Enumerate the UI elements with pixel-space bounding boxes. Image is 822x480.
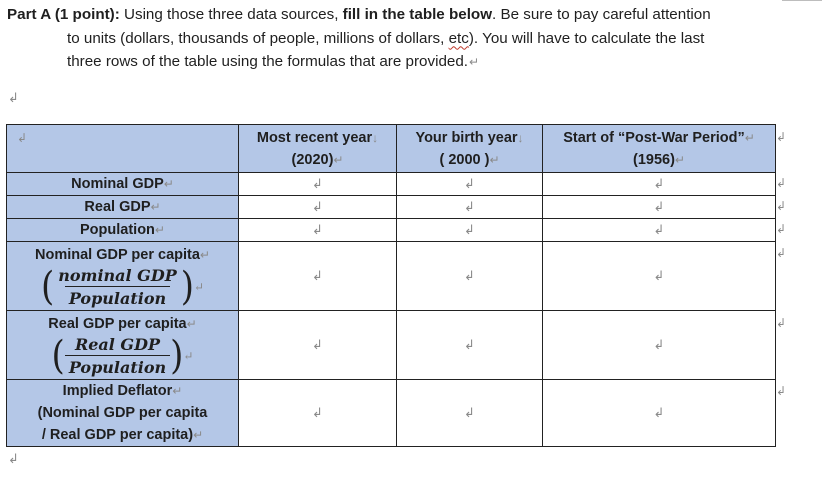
row-end-mark-icon: ↲ [776, 246, 787, 260]
value-cell[interactable] [239, 196, 397, 219]
row-end-mark-icon: ↲ [776, 176, 787, 190]
table-row [7, 219, 776, 242]
row-label-cell[interactable] [7, 380, 239, 447]
instruction-line3: three rows of the table using the formulas that are provided. [67, 53, 469, 70]
cell-end-mark-icon: ↵ [674, 152, 685, 167]
header-line: Start of “Post-War Period” [563, 129, 745, 146]
instruction-bold: fill in the table below [342, 6, 493, 23]
cell-end-mark-icon: ↲ [312, 337, 323, 352]
value-cell[interactable] [239, 311, 397, 380]
table-header-row [7, 125, 776, 173]
paragraph-mark-icon: ↵ [469, 55, 480, 69]
value-cell[interactable] [543, 380, 776, 447]
row-end-mark-icon: ↲ [776, 384, 787, 398]
cell-end-mark-icon: ↲ [312, 199, 323, 214]
row-label-cell[interactable] [7, 242, 239, 311]
left-paren: ( [51, 333, 65, 379]
cell-end-mark-icon: ↲ [312, 222, 323, 237]
value-cell[interactable] [397, 380, 543, 447]
value-cell[interactable] [397, 242, 543, 311]
cell-end-mark-icon: ↲ [653, 199, 665, 214]
line-break-mark-icon: ↓ [372, 130, 379, 145]
instruction-paragraph [7, 3, 807, 75]
paragraph-mark-icon: ↲ [8, 90, 19, 105]
header-line: Your birth year [415, 129, 518, 146]
cell-end-mark-icon: ↲ [653, 176, 665, 191]
cell-end-mark-icon: ↲ [653, 222, 665, 237]
cell-end-mark-icon: ↵ [183, 349, 194, 363]
cell-end-mark-icon: ↲ [653, 405, 665, 420]
instruction-line2-pre: to units (dollars, thousands of people, millions of dollars, [67, 29, 449, 47]
table-row [7, 173, 776, 196]
cell-end-mark-icon: ↵ [154, 223, 165, 237]
cell-end-mark-icon: ↵ [744, 130, 755, 145]
value-cell[interactable] [397, 219, 543, 242]
cell-end-mark-icon: ↵ [199, 248, 210, 262]
value-cell[interactable] [543, 311, 776, 380]
row-end-mark-icon: ↲ [776, 222, 787, 236]
cell-end-mark-icon: ↲ [464, 176, 475, 191]
value-cell[interactable] [239, 173, 397, 196]
row-label: Implied Deflator [62, 383, 173, 399]
corner-cell[interactable] [7, 125, 239, 173]
row-label-cell[interactable] [7, 173, 239, 196]
cell-end-mark-icon: ↲ [312, 176, 323, 191]
right-paren: ) [170, 333, 184, 379]
cell-end-mark-icon: ↵ [194, 280, 205, 294]
value-cell[interactable] [397, 196, 543, 219]
cell-end-mark-icon: ↲ [464, 199, 475, 214]
row-label: Real GDP per capita [48, 316, 187, 332]
row-end-mark-icon: ↲ [776, 130, 787, 144]
cell-end-mark-icon: ↵ [333, 152, 344, 167]
paragraph-mark-icon: ↲ [8, 451, 19, 466]
formula-numerator: nominal GDP [58, 266, 177, 285]
row-label: Real GDP [84, 199, 151, 215]
value-cell[interactable] [543, 219, 776, 242]
row-end-mark-icon: ↲ [776, 316, 787, 330]
top-border-line [782, 0, 822, 1]
cell-end-mark-icon: ↵ [186, 317, 197, 331]
row-label: Nominal GDP [71, 176, 164, 192]
cell-end-mark-icon: ↲ [17, 130, 28, 145]
line-break-mark-icon: ↓ [517, 130, 524, 145]
value-cell[interactable] [397, 311, 543, 380]
header-line: Most recent year [256, 129, 373, 146]
part-label: Part A (1 point): [7, 6, 120, 23]
table-row [7, 196, 776, 219]
spellcheck-word-etc[interactable]: etc [448, 29, 469, 47]
formula-denominator: Population [65, 355, 170, 377]
table-row [7, 380, 776, 447]
instruction-line2-post: ). You will have to calculate the last [468, 29, 705, 47]
formula-numerator: Real GDP [74, 335, 160, 354]
value-cell[interactable] [239, 242, 397, 311]
row-label: Population [80, 222, 155, 238]
row-label-cell[interactable] [7, 196, 239, 219]
header-year: ( 2000 ) [439, 151, 490, 168]
cell-end-mark-icon: ↲ [464, 268, 475, 283]
cell-end-mark-icon: ↵ [172, 384, 183, 398]
cell-end-mark-icon: ↲ [464, 337, 475, 352]
row-label-cell[interactable] [7, 311, 239, 380]
cell-end-mark-icon: ↵ [163, 177, 174, 191]
row-label-line: (Nominal GDP per capita [37, 405, 208, 421]
data-table [6, 124, 776, 447]
right-paren: ) [180, 264, 194, 310]
row-label-cell[interactable] [7, 219, 239, 242]
cell-end-mark-icon: ↵ [150, 200, 161, 214]
table-row [7, 311, 776, 380]
header-year: (1956) [633, 151, 675, 168]
header-most-recent-year[interactable] [239, 125, 397, 173]
header-post-war-period[interactable] [543, 125, 776, 173]
value-cell[interactable] [543, 196, 776, 219]
table-row [7, 242, 776, 311]
cell-end-mark-icon: ↲ [464, 222, 475, 237]
formula-denominator: Population [65, 286, 170, 308]
value-cell[interactable] [543, 173, 776, 196]
value-cell[interactable] [239, 380, 397, 447]
row-label-line: / Real GDP per capita) [41, 427, 194, 443]
cell-end-mark-icon: ↲ [653, 268, 665, 283]
cell-end-mark-icon: ↲ [312, 268, 323, 283]
row-end-mark-icon: ↲ [776, 199, 787, 213]
cell-end-mark-icon: ↲ [312, 405, 323, 420]
row-label: Nominal GDP per capita [35, 247, 200, 263]
value-cell[interactable] [543, 242, 776, 311]
instruction-text-2: . Be sure to pay careful attention [492, 6, 711, 23]
value-cell[interactable] [397, 173, 543, 196]
instruction-text-1: Using those three data sources, [119, 6, 343, 23]
formula-real-gdp-per-capita [52, 335, 194, 377]
header-year: (2020) [291, 151, 334, 168]
left-paren: ( [40, 264, 55, 310]
cell-end-mark-icon: ↵ [193, 428, 204, 442]
cell-end-mark-icon: ↲ [464, 405, 475, 420]
cell-end-mark-icon: ↲ [653, 337, 665, 352]
header-birth-year[interactable] [397, 125, 543, 173]
value-cell[interactable] [239, 219, 397, 242]
formula-nominal-gdp-per-capita [41, 266, 204, 308]
cell-end-mark-icon: ↵ [489, 152, 500, 167]
